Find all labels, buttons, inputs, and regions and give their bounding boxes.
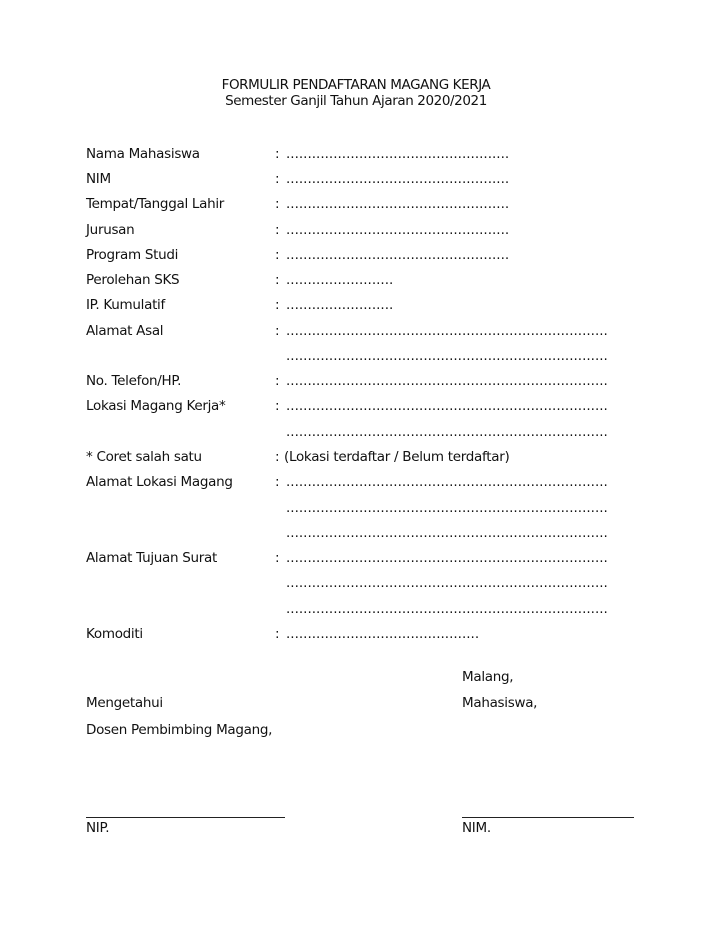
field-continuation-blank[interactable]: ........................................................................... xyxy=(286,424,608,440)
field-blank[interactable]: ........................................................................... xyxy=(286,474,608,490)
field-colon: : xyxy=(275,550,280,566)
field-blank[interactable]: ........................................................................... xyxy=(286,373,608,389)
field-label: Alamat Tujuan Surat xyxy=(86,550,217,566)
field-label: Perolehan SKS xyxy=(86,272,180,288)
field-colon: : xyxy=(275,171,280,187)
student-signature-line[interactable] xyxy=(462,817,634,818)
field-label: Alamat Lokasi Magang xyxy=(86,474,233,490)
advisor-nip-label: NIP. xyxy=(86,820,110,836)
field-colon: : xyxy=(275,247,280,263)
field-colon: : xyxy=(275,373,280,389)
field-colon: : xyxy=(275,474,280,490)
field-label: IP. Kumulatif xyxy=(86,297,165,313)
field-blank[interactable]: ............................................. xyxy=(286,626,480,642)
field-continuation-blank[interactable]: ........................................................................... xyxy=(286,348,608,364)
field-blank[interactable]: ........................................................................... xyxy=(286,398,608,414)
field-label: Alamat Asal xyxy=(86,323,164,339)
field-colon: : xyxy=(275,196,280,212)
field-blank[interactable]: .................................................... xyxy=(286,146,510,162)
field-colon: : xyxy=(275,297,280,313)
field-label: Tempat/Tanggal Lahir xyxy=(86,196,225,212)
form-title: FORMULIR PENDAFTARAN MAGANG KERJA xyxy=(221,77,491,93)
field-note-label: * Coret salah satu xyxy=(86,449,202,465)
field-colon: : xyxy=(275,146,280,162)
field-colon: : xyxy=(275,626,280,642)
field-label: Nama Mahasiswa xyxy=(86,146,200,162)
field-continuation-blank[interactable]: ........................................................................... xyxy=(286,601,608,617)
field-blank[interactable]: .................................................... xyxy=(286,222,510,238)
field-colon: : xyxy=(275,272,280,288)
field-blank[interactable]: ........................................................................... xyxy=(286,550,608,566)
signature-place-date: Malang, xyxy=(462,669,514,685)
field-colon: : xyxy=(275,398,280,414)
student-role-label: Mahasiswa, xyxy=(462,695,538,711)
field-blank[interactable]: ......................... xyxy=(286,272,394,288)
field-label: Lokasi Magang Kerja* xyxy=(86,398,226,414)
field-label: No. Telefon/HP. xyxy=(86,373,182,389)
field-colon: : xyxy=(275,323,280,339)
field-continuation-blank[interactable]: ........................................................................... xyxy=(286,575,608,591)
field-colon: : xyxy=(275,449,280,465)
form-subtitle: Semester Ganjil Tahun Ajaran 2020/2021 xyxy=(225,93,487,109)
field-label: Jurusan xyxy=(86,222,135,238)
field-blank[interactable]: .................................................... xyxy=(286,247,510,263)
student-nim-label: NIM. xyxy=(462,820,491,836)
field-blank[interactable]: ........................................................................... xyxy=(286,323,608,339)
field-label: NIM xyxy=(86,171,111,187)
field-blank[interactable]: .................................................... xyxy=(286,196,510,212)
field-colon: : xyxy=(275,222,280,238)
acknowledge-label: Mengetahui xyxy=(86,695,163,711)
field-label: Komoditi xyxy=(86,626,143,642)
field-blank[interactable]: .................................................... xyxy=(286,171,510,187)
field-continuation-blank[interactable]: ........................................................................... xyxy=(286,500,608,516)
registration-status-options[interactable]: (Lokasi terdaftar / Belum terdaftar) xyxy=(284,449,510,465)
field-continuation-blank[interactable]: ........................................................................... xyxy=(286,525,608,541)
field-blank[interactable]: ......................... xyxy=(286,297,394,313)
field-label: Program Studi xyxy=(86,247,179,263)
advisor-signature-line[interactable] xyxy=(86,817,285,818)
advisor-role-label: Dosen Pembimbing Magang, xyxy=(86,722,273,738)
